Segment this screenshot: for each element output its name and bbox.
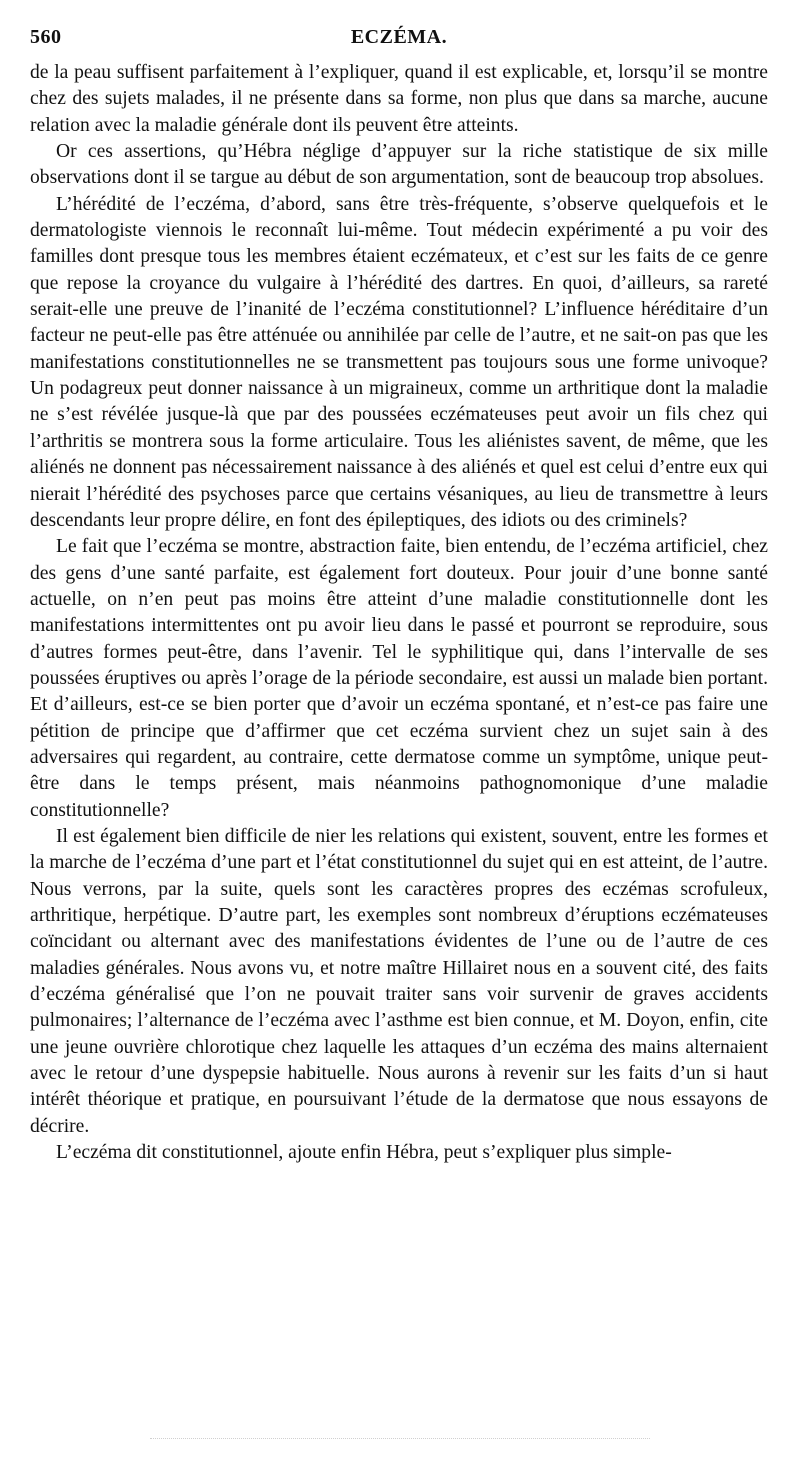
paragraph-6: L’eczéma dit constitutionnel, ajoute enfin Hébra, peut s’expliquer plus simple-: [56, 1142, 672, 1164]
body-text: [30, 60, 768, 1166]
running-title: ECZÉMA.: [350, 26, 448, 48]
page-header: [30, 26, 768, 60]
paragraph-2: Or ces assertions, qu’Hébra néglige d’appuyer sur la riche statistique de six mille observations dont il se targue au début de son argumentation, sont de beaucoup trop absolues.: [30, 141, 768, 189]
paragraph-3: L’hérédité de l’eczéma, d’abord, sans être très-fréquente, s’observe quelquefois et le dermatologiste viennois le reconnaît lui-même. Tout médecin expérimenté a pu voir des familles dont presque tous les membres étaient eczémateux, et c’est sur les faits de ce genre que repose la croyance du vulgaire à l’hérédité des dartres. En quoi, d’ailleurs, sa rareté serait-elle une preuve de l’inanité de l’eczéma constitutionnel? L’influence héréditaire d’un facteur ne peut-elle pas être atténuée ou annihilée par celle de l’autre, et ne sait-on pas que les manifestations constitutionnelles ne se transmettent pas toujours sous une forme univoque? Un podagreux peut donner naissance à un migraineux, comme un arthritique dont la maladie ne s’est révélée jusque-là que par des poussées eczémateuses peut avoir un fils chez qui l’arthritis se montrera sous la forme articulaire. Tous les aliénistes savent, de même, que les aliénés ne donnent pas nécessairement naissance à des aliénés et quel est celui d’entre eux qui nierait l’hérédité des psychoses parce que certains vésaniques, au lieu de transmettre à leurs descendants leur propre délire, en font des épileptiques, des idiots ou des criminels?: [30, 193, 768, 531]
paragraph-5: Il est également bien difficile de nier les relations qui existent, souvent, entre les formes et la marche de l’eczéma d’une part et l’état constitutionnel du sujet qui en est atteint, de l’autre. Nous verrons, par la suite, quels sont les caractères propres des eczémas scrofuleux, arthritique, herpétique. D’autre part, les exemples sont nombreux d’éruptions eczémateuses coïncidant ou alternant avec des manifestations évidentes de l’une ou de l’autre de ces maladies générales. Nous avons vu, et notre maître Hillairet nous en a souvent cité, des faits d’eczéma généralisé que l’on ne pouvait traiter sans voir survenir de graves accidents pulmonaires; l’alternance de l’eczéma avec l’asthme est bien connue, et M. Doyon, enfin, cite une jeune ouvrière chlorotique chez laquelle les attaques d’un eczéma des mains alternaient avec le retour d’une dyspepsie habituelle. Nous aurons à revenir sur les faits d’un si haut intérêt théorique et pratique, en poursuivant l’étude de la dermatose que nous essayons de décrire.: [30, 825, 768, 1137]
paragraph-4: Le fait que l’eczéma se montre, abstraction faite, bien entendu, de l’eczéma artificiel, chez des gens d’une santé parfaite, est également fort douteux. Pour jouir d’une bonne santé actuelle, on n’en peut pas moins être atteint d’une maladie constitutionnelle dont les manifestations intermittentes ont pu avoir lieu dans le passé et pourront se reproduire, sous d’autres formes peut-être, dans l’avenir. Tel le syphilitique qui, dans l’intervalle de ses poussées éruptives ou après l’orage de la période secondaire, est aussi un malade bien portant. Et d’ailleurs, est-ce se bien porter que d’avoir un eczéma spontané, et n’est-ce pas faire une pétition de principe que d’affirmer que cet eczéma survient chez un sujet sain à des adversaires qui regardent, au contraire, cette dermatose comme un symptôme, unique peut-être dans le temps présent, mais néanmoins pathognomonique d’une maladie constitutionnelle?: [30, 536, 768, 821]
scan-artifact: [150, 1438, 650, 1447]
book-page: [30, 26, 768, 1166]
page-number: 560: [30, 26, 62, 48]
paragraph-1: de la peau suffisent parfaitement à l’expliquer, quand il est explicable, et, lorsqu’il se montre chez des sujets malades, il ne présente dans sa forme, non plus que dans sa marche, aucune relation avec la maladie générale dont ils peuvent être atteints.: [30, 62, 768, 136]
